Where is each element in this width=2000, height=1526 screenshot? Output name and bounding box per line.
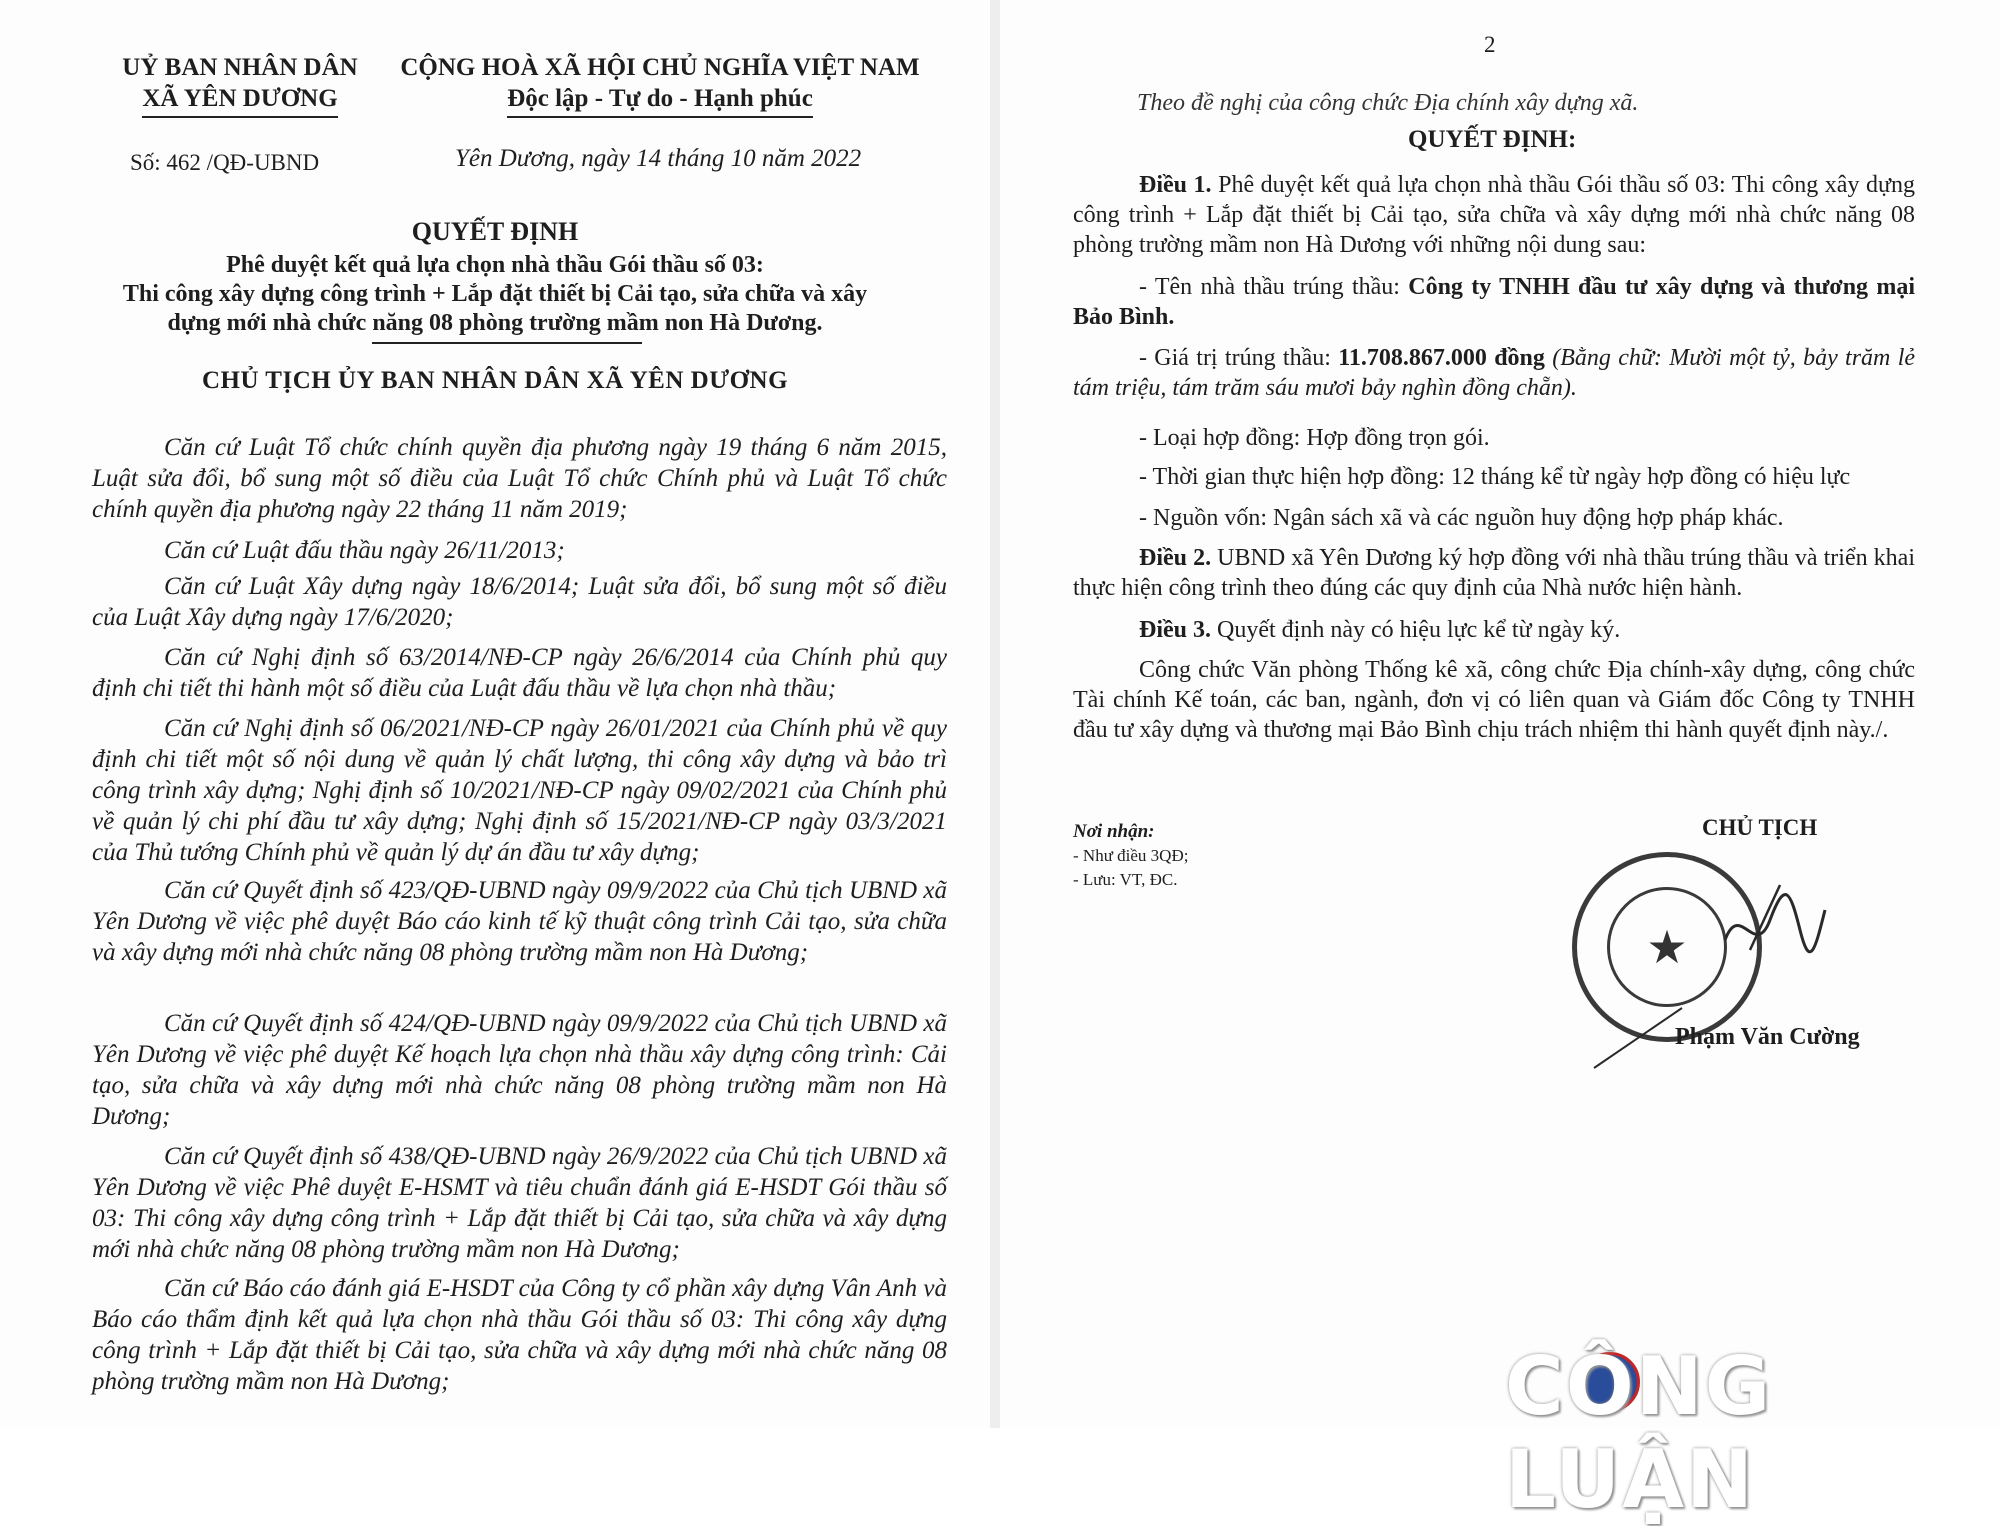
article-1: [1073, 170, 1915, 260]
article-3-text: Quyết định này có hiệu lực kể từ ngày ký.: [1217, 617, 1621, 643]
legal-basis-9: Căn cứ Báo cáo đánh giá E-HSDT của Công ty cổ phần xây dựng Vân Anh và Báo cáo thẩm định kết quả lựa chọn nhà thầu Gói thầu số 03: Thi công xây dựng công trình + Lắp đặt thiết bị Cải tạo, sửa chữa và xây dựng mới nhà chức năng 08 phòng trường mầm non Hà Dương;: [92, 1275, 947, 1395]
recipients-label: Nơi nhận:: [1073, 821, 1155, 842]
article-1-label: Điều 1.: [1139, 172, 1212, 198]
legal-basis-4: Căn cứ Nghị định số 63/2014/NĐ-CP ngày 26/6/2014 của Chính phủ quy định chi tiết thi hành một số điều của Luật đấu thầu về lựa chọn nhà thầu;: [92, 644, 947, 702]
national-header: [400, 52, 920, 118]
page-number: 2: [1484, 32, 1496, 57]
subject-underline: [372, 342, 642, 344]
document-title: QUYẾT ĐỊNH: [411, 217, 579, 246]
legal-basis-5: Căn cứ Nghị định số 06/2021/NĐ-CP ngày 26/01/2021 của Chính phủ về quy định chi tiết một số nội dung về quản lý chất lượng, thi công xây dựng và bảo trì công trình xây dựng; Nghị định số 10/2021/NĐ-CP ngày 09/02/2021 của Chính phủ về quản lý chi phí đầu tư xây dựng; Nghị định số 15/2021/NĐ-CP ngày 03/3/2021 của Thủ tướng Chính phủ về quản lý dự án đầu tư xây dựng;: [92, 715, 947, 866]
page-gap: [990, 0, 1000, 1428]
closing-paragraph: Công chức Văn phòng Thống kê xã, công chức Địa chính-xây dựng, công chức Tài chính Kế toán, các ban, ngành, đơn vị có liên quan và Giám đốc Công ty TNHH đầu tư xây dựng và thương mại Bảo Bình chịu trách nhiệm thi hành quyết định này./.: [1073, 657, 1915, 743]
subject-line-1: Phê duyệt kết quả lựa chọn nhà thầu Gói thầu số 03:: [226, 252, 764, 278]
subject-line-3: dựng mới nhà chức năng 08 phòng trường mầm non Hà Dương.: [167, 310, 823, 336]
proposal-line: Theo đề nghị của công chức Địa chính xây dựng xã.: [1137, 90, 1639, 116]
issuing-authority: CHỦ TỊCH ỦY BAN NHÂN DÂN XÃ YÊN DƯƠNG: [201, 367, 789, 394]
subject-line-2: Thi công xây dựng công trình + Lắp đặt thiết bị Cải tạo, sửa chữa và xây: [122, 281, 868, 307]
price-value: 11.708.867.000 đồng: [1338, 345, 1545, 371]
document-number: Số: 462 /QĐ-UBND: [130, 150, 320, 175]
price-label: - Giá trị trúng thầu:: [1139, 345, 1331, 371]
publisher-watermark: CÔNG LUẬN: [1505, 1340, 1773, 1526]
article-2: [1073, 543, 1915, 603]
funding-source: - Nguồn vốn: Ngân sách xã và các nguồn huy động hợp pháp khác.: [1139, 505, 1784, 531]
article-3: [1073, 615, 1915, 645]
issuer-header: [105, 52, 375, 118]
decision-heading: QUYẾT ĐỊNH:: [1408, 126, 1577, 153]
article-2-text: UBND xã Yên Dương ký hợp đồng với nhà thầu trúng thầu và triển khai thực hiện công trình theo đúng các quy định của Nhà nước hiện hành.: [1073, 545, 1915, 601]
place-and-date: Yên Dương, ngày 14 tháng 10 năm 2022: [455, 145, 862, 172]
legal-basis-3: Căn cứ Luật Xây dựng ngày 18/6/2014; Luật sửa đổi, bổ sung một số điều của Luật Xây dựng ngày 17/6/2020;: [92, 573, 947, 631]
winner-name: Công ty TNHH đầu tư xây dựng và thương mại Bảo Bình.: [1073, 274, 1916, 330]
article-1-text: Phê duyệt kết quả lựa chọn nhà thầu Gói thầu số 03: Thi công xây dựng công trình + Lắp đặt thiết bị Cải tạo, sửa chữa và xây dựng mới nhà chức năng 08 phòng trường mầm non Hà Dương với những nội dung sau:: [1073, 172, 1916, 258]
contract-duration: - Thời gian thực hiện hợp đồng: 12 tháng kể từ ngày hợp đồng có hiệu lực: [1139, 464, 1851, 490]
article-3-label: Điều 3.: [1139, 617, 1211, 643]
signature-icon: [1720, 880, 1830, 970]
contract-type: - Loại hợp đồng: Hợp đồng trọn gói.: [1139, 425, 1490, 451]
winner-line: [1073, 272, 1915, 332]
winner-label: - Tên nhà thầu trúng thầu:: [1139, 274, 1400, 300]
national-motto: CỘNG HOÀ XÃ HỘI CHỦ NGHĨA VIỆT NAM: [400, 54, 920, 81]
signer-title: CHỦ TỊCH: [1702, 815, 1818, 840]
legal-basis-6: Căn cứ Quyết định số 423/QĐ-UBND ngày 09/9/2022 của Chủ tịch UBND xã Yên Dương về việc phê duyệt Báo cáo kinh tế kỹ thuật công trình Cải tạo, sửa chữa và xây dựng mới nhà chức năng 08 phòng trường mầm non Hà Dương;: [92, 877, 947, 966]
issuer-line-1: UỶ BAN NHÂN DÂN: [122, 54, 358, 81]
recipient-2: - Lưu: VT, ĐC.: [1073, 870, 1178, 889]
price-line: [1073, 343, 1915, 403]
article-2-label: Điều 2.: [1139, 545, 1212, 571]
national-slogan: Độc lập - Tự do - Hạnh phúc: [507, 83, 813, 118]
seal-emblem-icon: ★: [1607, 887, 1727, 1007]
signer-name: Phạm Văn Cường: [1675, 1024, 1860, 1050]
legal-basis-2: Căn cứ Luật đấu thầu ngày 26/11/2013;: [164, 537, 565, 564]
legal-basis-7: Căn cứ Quyết định số 424/QĐ-UBND ngày 09/9/2022 của Chủ tịch UBND xã Yên Dương về việc phê duyệt Kế hoạch lựa chọn nhà thầu xây dựng công trình: Cải tạo, sửa chữa và xây dựng mới nhà chức năng 08 phòng trường mầm non Hà Dương;: [92, 1010, 947, 1130]
issuer-line-2: XÃ YÊN DƯƠNG: [142, 83, 337, 118]
legal-basis-1: Căn cứ Luật Tổ chức chính quyền địa phương ngày 19 tháng 6 năm 2015, Luật sửa đổi, bổ sung một số điều của Luật Tổ chức Chính phủ và Luật Tổ chức chính quyền địa phương ngày 22 tháng 11 năm 2019;: [92, 434, 947, 523]
recipient-1: - Như điều 3QĐ;: [1073, 846, 1189, 865]
legal-basis-8: Căn cứ Quyết định số 438/QĐ-UBND ngày 26/9/2022 của Chủ tịch UBND xã Yên Dương về việc Phê duyệt E-HSMT và tiêu chuẩn đánh giá E-HSDT Gói thầu số 03: Thi công xây dựng công trình + Lắp đặt thiết bị Cải tạo, sửa chữa và xây dựng mới nhà chức năng 08 phòng trường mầm non Hà Dương;: [92, 1143, 947, 1263]
price-in-words: (Bằng chữ: Mười một tỷ, bảy trăm lẻ tám triệu, tám trăm sáu mươi bảy nghìn đồng chẵn).: [1073, 345, 1916, 401]
